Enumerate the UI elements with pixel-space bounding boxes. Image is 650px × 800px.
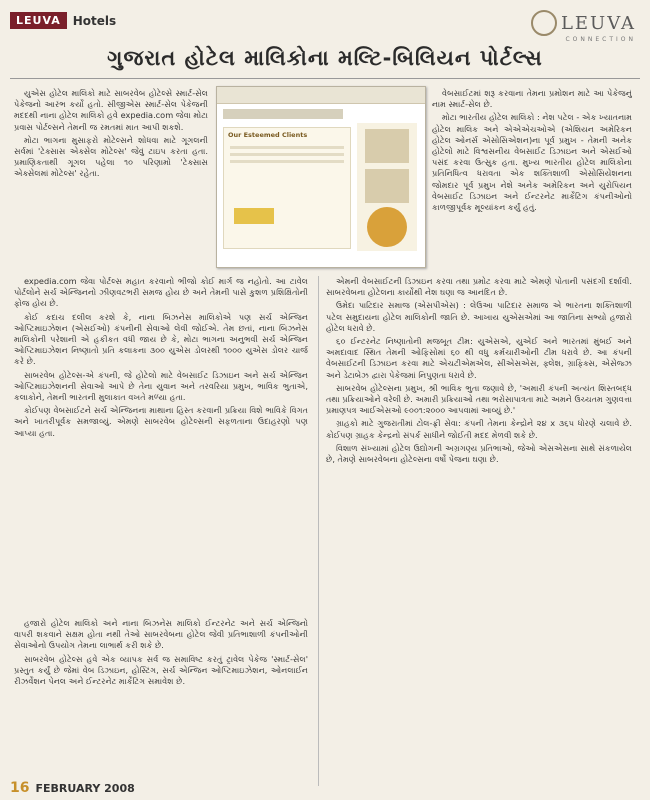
header-divider (10, 78, 640, 79)
paragraph: ગ્રાહકો માટે ગુજરાતીમાં ટોલ-ફ્રી સેવા: કંપની તેમના કેન્દ્રોને ૨૪ x ૩૬૫ ધોરણે ચલાવે છે. કોઈપણ ગ્રાહક કેન્દ્રનો સંપર્ક સાધીને જોઈતી મદદ મેળવી શકે છે. (326, 418, 632, 440)
brand-header (10, 12, 116, 29)
paragraph: કોઈ કદાચ દલીલ કરશે કે, નાના બિઝનેસ માલિકોએ પણ સર્ચ એન્જિન ઓપ્ટિમાઇઝેશન (એસઈઓ) કંપનીની સેવાઓ લેવી જોઈએ. તેમ છતાં, નાના બિઝનેસ માલિકોની પરેશાની એ હકીકત વધી જાય છે કે, મોટા ભાગના અનુભવી સર્ચ એન્જિન ઓપ્ટિમાઇઝેશન નિષ્ણાતો પ્રતિ કલાકના ૩૦૦ યુએસ ડોલરથી ૧૦૦૦ યુએસ ડોલર ચાર્જ કરે છે. (14, 311, 308, 367)
paragraph: expedia.com જેવા પોર્ટલ્સ મહાત કરવાનો ભીજો કોઈ માર્ગ જ નહોતો. આ ટાવેલ પોર્ટલોને સર્ચ એન્જિનનો ઝીણવટભરી સમજ હોય છે અને તેમની પાસે કુશળ પ્રશિક્ષિતોની ફોજ હોય છે. (14, 276, 308, 309)
column-one-middle (14, 276, 308, 616)
inset-browser-bar (217, 87, 425, 104)
paragraph: એમની વેબસાઈટની ડિઝાઇન કરવા તથા પ્રમોટ કરવા માટે એમણે પોતાની પસંદગી દર્શાવી. સાબરવેબના હોટેલના કાર્યોથી નેશ ઘણા જ આનંદિત છે. (326, 276, 632, 298)
inset-seal-icon (367, 207, 407, 247)
paragraph: સાબરવેબ હોટેલ્સ હવે એક વ્યાપક સર્વ જ સમાવિષ્ટ કરતું ટ્રાવેલ પેકેજ 'સ્માર્ટ-સેલ' પ્રસ્તુત કર્યું છે જેમાં વેબ ડિઝાઇન, હોસ્ટિંગ, સર્ચ એન્જિન ઓપ્ટિમાઇઝેશન, ઓનલાઈન રીઝર્વેશન પેનલ અને ઈન્ટરનેટ માર્કેટિંગ સમાવેશ છે. (14, 653, 308, 687)
logo-emblem-icon (531, 10, 557, 36)
paragraph: મોટા ભારતીય હોટેલ માલિકો : નેશ પટેલ - એક ખ્યાતનામ હોટેલ માલિક અને એએએચઓએ (એશિયન અમેરિકન હોટેલ ઓનર્સ એસોસિએશન)ના પૂર્વ પ્રમુખ - તેમની અનેક હોટેલો માટે વિશ્વસનીય વેબસાઈટ ડિઝાઇન અને એસઈઓ પસંદ કરવા ઉત્સુક હતા. મુખ્ય ભારતીય હોટેલ માલિકોના પ્રતિનિધિત્વ ધરાવતા એક શક્તિશાળી એસોસિયેશનના જોમદાર પૂર્વ પ્રમુખ નેશે અનેક અમેરિકન અને યુરોપિયન વેબસાઈટ ડિઝાઇન અને ઈન્ટરનેટ માર્કેટિંગ કંપનીઓનો કાળજીપૂર્વક મૂલ્યાંકન કર્યું હતું. (432, 112, 632, 213)
column-three-top (432, 88, 632, 272)
inset-text-line (230, 160, 344, 163)
inset-text-line (230, 153, 344, 156)
logo-tagline: CONNECTION (565, 36, 636, 43)
column-divider (318, 276, 319, 786)
paragraph: વેબસાઈટમાં શરૂ કરવાના તેમના પ્રમોશન માટે આ પેકેજનું નામ સ્માર્ટ-સેલ છે. (432, 88, 632, 110)
page-footer (10, 780, 135, 796)
paragraph: કોઈપણ વેબસાઈટને સર્ચ એન્જિનના માથાના હિસ્ત કરવાની પ્રક્રિયા વિશે ભાવિકે વિગત અને ખાતરીપૂર્વક સમજાવ્યું. એમણે સાબરવેબ હોટેલ્સની સફળતાના ઉદાહરણો પણ આપ્યા હતા. (14, 405, 308, 438)
column-one-bottom (14, 618, 308, 786)
paragraph: યુએસ હોટેલ માલિકો માટે સાબરવેબ હોટેલ્સે સ્માર્ટ-સેલ પેકેજનો આરંભ કર્યો હતો. સીજીએસ સ્માર્ટ-સેલ પેકેજની મદદથી નાના હોટેલ માલિકો હવે expedia.com જેવા મોટા પ્રવાસ પોર્ટલ્સને તેમની જ રમતમાં માત આપી શકશે. (14, 88, 208, 132)
inset-button-image (234, 208, 274, 224)
column-one-top (14, 88, 208, 272)
inset-thumbnail (365, 169, 409, 203)
issue-date: FEBRUARY 2008 (35, 782, 135, 795)
inset-text-line (230, 146, 344, 149)
inset-clients-panel (223, 127, 351, 249)
paragraph: હજારો હોટેલ માલિકો અને નાના બિઝનેસ માલિકો ઈન્ટરનેટ અને સર્ચ એન્જિનો વાપરી શકવાને સક્ષમ હોતા નથી તેઓ સાબરવેબના હોટેલ જેવી પ્રતિભાશાળી કંપનીઓની સેવાઓનો ઉપયોગ તેમના લાભાર્થ કરી શકે છે. (14, 618, 308, 651)
logo-wordmark: LEUVA (560, 12, 636, 34)
page-number: 16 (10, 780, 30, 796)
inset-nav-bar (223, 109, 343, 119)
connection-logo (531, 10, 636, 43)
brand-badge: LEUVA (10, 12, 67, 29)
paragraph: ૬૦ ઈન્ટરનેટ નિષ્ણાતોની મજબૂત ટીમ: યુએસએ, યુએઈ અને ભારતમાં મુંબઈ અને અમદાવાદ સ્થિત તેમની ઓફિસોમાં ૬૦ થી વધુ કર્મચારીઓની ટીમ ધરાવે છે. આ કંપની વેબસાઈટની ડિઝાઇન કરવા માટે એચટીએમએલ, સીએસએસ, ફ્લેશ, ગ્રાફિક્સ, એસેજ્ઝ અને ડેટાબેઝ દ્વારા પેકેજમાં નિપુણતા ધરાવે છે. (326, 336, 632, 380)
paragraph: મોટા ભાગના મુસાફરો મોટેલ્સને શોધવા માટે ગૂગલની સર્વમાં 'ટેક્સાસ એક્સેલ મોટેલ્સ' જેવું ટાઇપ કરતા હતા. પ્રમાણિકતાથી ગૂગલ પહેલા ૧૦ પરિણામો 'ટેક્સાસ એક્સેલમાં મોટેલ્સ' રહેતા. (14, 134, 208, 179)
article-headline: ગુજરાત હોટેલ માલિકોના મલ્ટિ-બિલિયન પોર્ટલ્સ (107, 46, 543, 70)
column-two (326, 276, 632, 786)
paragraph: વિશાળ સંખ્યામાં હોટેલ ઉદ્યોગની અગ્રગણ્ય પ્રતિભાઓ, જેઓ એસએસના સાથે સંકળાયેલ છે, તેમણે સાબરવેબના હોટેલ્સના વર્ષો પેજના ઘણા છે. (326, 442, 632, 465)
inset-thumbnail (365, 129, 409, 163)
paragraph: સાબરવેબ હોટેલ્સના પ્રમુખ, શ્રી ભાવિક ભુતા જણાવે છે, 'અમારી કંપની અત્યંત શિસ્તબદ્ધ તથા પ્રક્રિયાઓને વરેલી છે. અમારી પ્રક્રિયાઓ તથા ભરોસાપાત્રતા માટે અમને ઉચ્ચતમ ગુણવત્તા પ્રમાણપત્ર આઈએસઓ ૯૦૦૧:૨૦૦૦ આપવામાં આવ્યું છે.' (326, 382, 632, 416)
brand-section: Hotels (72, 13, 117, 28)
paragraph: ઉમેદા પાટિદાર સમાજ (એસપીએસ) : લેઉઆ પાટિદાર સમાજ એ ભારતના શક્તિશાળી પટેલ સમુદાયના હોટેલ માલિકોની જાતિ છે. આખાય યુએસએમાં આ જાતિના સભ્યો હજારો હોટેલ ધરાવે છે. (326, 300, 632, 333)
paragraph: સાબરવેબ હોટેલ્સ-એ કંપની, જે હોટેલો માટે વેબસાઈટ ડિઝાઇન અને સર્ચ એન્જિન ઓપ્ટિમાઇઝેશનની સેવાઓ આપે છે તેના યુવાન અને તરવરિયા પ્રમુખ, ભાવિક ભુતાએ, કલાકોને, તેમની ભારતની મુલાકાત વખતે મળ્યા હતા. (14, 369, 308, 403)
website-screenshot-inset (216, 86, 426, 268)
inset-panel-title: Our Esteemed Clients (228, 131, 308, 139)
